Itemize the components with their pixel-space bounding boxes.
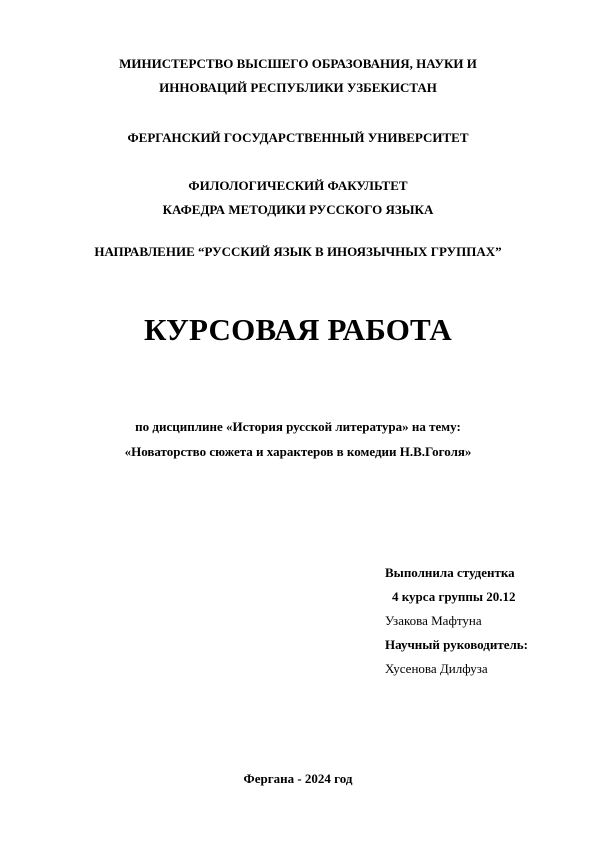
student-name: Узакова Мафтуна — [385, 613, 482, 628]
ministry-line-2: ИННОВАЦИЙ РЕСПУБЛИКИ УЗБЕКИСТАН — [159, 80, 437, 95]
topic-line-2: «Новаторство сюжета и характеров в комедии Н.В.Гоголя» — [124, 444, 472, 459]
city-year: Фергана - 2024 год — [243, 771, 353, 786]
direction-name: НАПРАВЛЕНИЕ “РУССКИЙ ЯЗЫК В ИНОЯЗЫЧНЫХ ГРУППАХ” — [94, 244, 502, 259]
faculty-name: ФИЛОЛОГИЧЕСКИЙ ФАКУЛЬТЕТ — [188, 178, 408, 193]
advisor-label: Научный руководитель: — [385, 637, 528, 652]
document-title: КУРСОВАЯ РАБОТА — [144, 312, 452, 347]
university-name: ФЕРГАНСКИЙ ГОСУДАРСТВЕННЫЙ УНИВЕРСИТЕТ — [127, 130, 469, 145]
ministry-line-1: МИНИСТЕРСТВО ВЫСШЕГО ОБРАЗОВАНИЯ, НАУКИ И — [119, 56, 477, 71]
advisor-name: Хусенова Дилфуза — [385, 661, 488, 676]
course-group: 4 курса группы 20.12 — [392, 589, 516, 604]
performer-label: Выполнила студентка — [385, 565, 515, 580]
department-name: КАФЕДРА МЕТОДИКИ РУССКОГО ЯЗЫКА — [162, 202, 434, 217]
topic-line-1: по дисциплине «История русской литература» на тему: — [135, 419, 461, 434]
